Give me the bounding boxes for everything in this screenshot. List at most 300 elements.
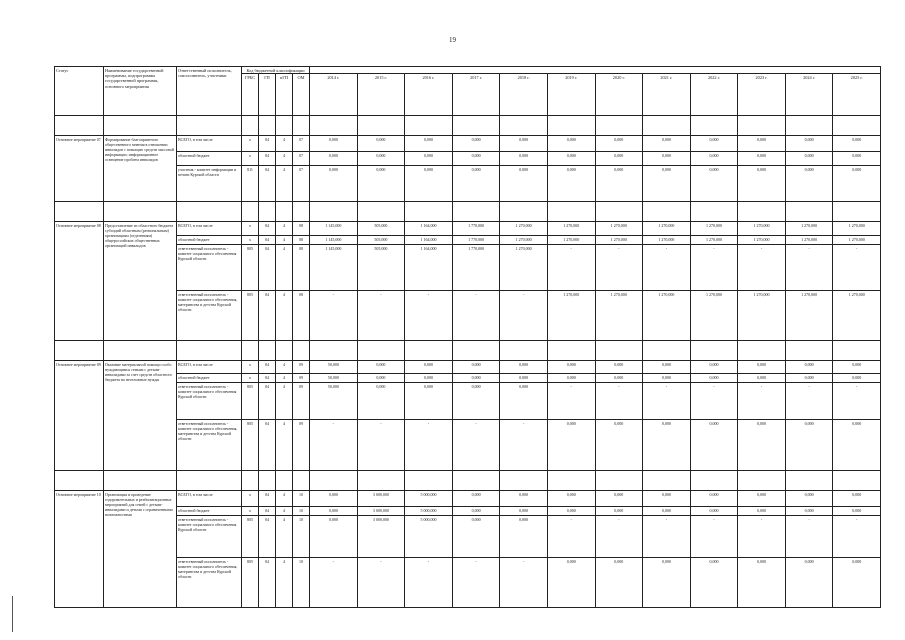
year-value: 0,000: [500, 383, 548, 420]
year-value: 0,000: [547, 136, 595, 152]
empty-cell: [242, 341, 259, 361]
year-value: -: [547, 245, 595, 291]
year-value: 1 270,000: [833, 222, 881, 236]
empty-cell: [55, 471, 104, 491]
year-value: 0,000: [547, 507, 595, 516]
empty-cell: [738, 202, 786, 222]
year-value: 1 270,000: [595, 222, 643, 236]
empty-cell: [357, 202, 405, 222]
table-row: [55, 361, 881, 374]
year-value: 0,000: [833, 136, 881, 152]
year-value: 0,000: [785, 374, 833, 383]
year-value: -: [357, 420, 405, 471]
year-value: -: [643, 245, 691, 291]
measure-name: Организация и проведение оздоровительных и реабилитационных мероприятий для семей с детьми-инвалидами и детьми с ограниченными возможностями: [104, 491, 177, 608]
measure-status: Основное мероприятие 08: [55, 222, 104, 341]
empty-cell: [643, 341, 691, 361]
code-gp: 04: [259, 558, 276, 608]
row-executor: областной бюджет: [177, 236, 242, 245]
year-value: 0,000: [357, 166, 405, 202]
code-grbs: х: [242, 361, 259, 374]
empty-cell: [785, 116, 833, 136]
row-executor: ВСЕГО, в том числе: [177, 361, 242, 374]
year-value: 0,000: [738, 491, 786, 507]
year-value: 0,000: [357, 383, 405, 420]
year-value: 1 270,000: [547, 236, 595, 245]
budget-table: [54, 66, 881, 608]
empty-cell: [293, 202, 310, 222]
spacer-row: [55, 341, 881, 361]
table-row: [55, 420, 881, 471]
code-grbs: 811: [242, 166, 259, 202]
year-value: 0,000: [310, 166, 358, 202]
row-executor: ВСЕГО, в том числе: [177, 136, 242, 152]
year-value: 1 270,000: [833, 236, 881, 245]
code-gp: 04: [259, 383, 276, 420]
year-value: -: [452, 558, 500, 608]
year-value: 0,000: [738, 152, 786, 166]
empty-cell: [310, 202, 358, 222]
code-pgp: 4: [276, 152, 293, 166]
code-pgp: 4: [276, 166, 293, 202]
year-value: 0,000: [500, 361, 548, 374]
code-gp: 04: [259, 374, 276, 383]
year-value: 0,000: [595, 507, 643, 516]
year-value: -: [785, 245, 833, 291]
empty-cell: [595, 341, 643, 361]
row-executor: областной бюджет: [177, 374, 242, 383]
code-om: 07: [293, 136, 310, 152]
year-value: 3 000,000: [357, 507, 405, 516]
table-row: [55, 491, 881, 507]
table-row: [55, 558, 881, 608]
row-executor: ответственный исполнитель - комитет социального обеспечения, материнства и детства Курской области: [177, 291, 242, 341]
year-value: 0,000: [405, 136, 453, 152]
year-value: 1 270,000: [690, 291, 738, 341]
spacer-row: [55, 202, 881, 222]
empty-cell: [104, 116, 177, 136]
year-value: 1 270,000: [547, 291, 595, 341]
year-value: 5 000,000: [405, 507, 453, 516]
header-om: ОМ: [293, 74, 310, 116]
empty-cell: [547, 202, 595, 222]
year-value: -: [357, 558, 405, 608]
empty-cell: [276, 341, 293, 361]
header-year: 2025 г.: [833, 74, 881, 116]
year-value: -: [547, 383, 595, 420]
empty-cell: [595, 202, 643, 222]
year-value: 0,000: [690, 558, 738, 608]
year-value: 0,000: [595, 420, 643, 471]
year-value: 0,000: [643, 491, 691, 507]
header-budget-code: Код бюджетной классификации: [242, 67, 310, 74]
year-value: 1 270,000: [643, 291, 691, 341]
code-pgp: 4: [276, 136, 293, 152]
code-gp: 04: [259, 516, 276, 558]
code-gp: 04: [259, 507, 276, 516]
spacer-row: [55, 116, 881, 136]
year-value: 0,000: [833, 507, 881, 516]
year-value: 0,000: [595, 361, 643, 374]
year-value: 0,000: [310, 136, 358, 152]
year-value: -: [738, 383, 786, 420]
year-value: 505,000: [357, 236, 405, 245]
year-value: -: [833, 245, 881, 291]
year-value: 0,000: [785, 558, 833, 608]
year-value: 0,000: [833, 152, 881, 166]
year-value: 3 000,000: [357, 491, 405, 507]
year-value: 0,000: [690, 152, 738, 166]
code-grbs: 805: [242, 516, 259, 558]
year-value: -: [690, 516, 738, 558]
year-value: 0,000: [595, 166, 643, 202]
year-value: -: [310, 558, 358, 608]
table-row: [55, 516, 881, 558]
code-om: 08: [293, 222, 310, 236]
empty-cell: [833, 202, 881, 222]
header-year: 2020 г.: [595, 74, 643, 116]
year-value: 1 770,000: [452, 222, 500, 236]
code-gp: 04: [259, 491, 276, 507]
year-value: 0,000: [643, 558, 691, 608]
year-value: 0,000: [595, 374, 643, 383]
year-value: 0,000: [500, 491, 548, 507]
empty-cell: [500, 341, 548, 361]
code-om: 10: [293, 558, 310, 608]
empty-cell: [690, 116, 738, 136]
year-value: 1 270,000: [500, 245, 548, 291]
year-value: 0,000: [785, 420, 833, 471]
code-om: 10: [293, 516, 310, 558]
year-value: -: [452, 291, 500, 341]
year-value: 0,000: [405, 383, 453, 420]
empty-cell: [690, 341, 738, 361]
year-value: -: [690, 245, 738, 291]
year-value: 0,000: [310, 516, 358, 558]
table-row: [55, 383, 881, 420]
code-pgp: 4: [276, 291, 293, 341]
code-om: 07: [293, 166, 310, 202]
year-value: 0,000: [833, 420, 881, 471]
code-grbs: 805: [242, 291, 259, 341]
year-value: 0,000: [452, 152, 500, 166]
year-value: -: [595, 516, 643, 558]
year-value: 0,000: [643, 166, 691, 202]
empty-cell: [500, 471, 548, 491]
year-value: 0,000: [595, 491, 643, 507]
empty-cell: [500, 202, 548, 222]
year-value: 1 270,000: [595, 291, 643, 341]
year-value: 0,000: [690, 374, 738, 383]
empty-cell: [595, 471, 643, 491]
code-gp: 04: [259, 420, 276, 471]
year-value: 0,000: [643, 136, 691, 152]
year-value: 0,000: [357, 136, 405, 152]
year-value: -: [690, 383, 738, 420]
code-om: 09: [293, 361, 310, 374]
year-value: 50,000: [310, 374, 358, 383]
year-value: 1 270,000: [595, 236, 643, 245]
empty-cell: [293, 471, 310, 491]
year-value: -: [405, 558, 453, 608]
table-row: [55, 291, 881, 341]
code-pgp: 4: [276, 383, 293, 420]
measure-status: Основное мероприятие 10: [55, 491, 104, 608]
empty-cell: [104, 341, 177, 361]
empty-cell: [242, 116, 259, 136]
year-value: 0,000: [643, 420, 691, 471]
empty-cell: [259, 116, 276, 136]
year-value: 0,000: [310, 491, 358, 507]
header-pgp: пГП: [276, 74, 293, 116]
code-om: 08: [293, 245, 310, 291]
year-value: -: [833, 516, 881, 558]
year-value: 1 270,000: [547, 222, 595, 236]
empty-cell: [310, 341, 358, 361]
header-executor: Ответственный исполнитель, соисполнитель, участники: [177, 67, 242, 116]
year-value: -: [785, 383, 833, 420]
year-value: -: [595, 245, 643, 291]
row-executor: областной бюджет: [177, 152, 242, 166]
year-value: -: [310, 420, 358, 471]
year-value: 1 164,000: [405, 222, 453, 236]
table-row: [55, 136, 881, 152]
year-value: 0,000: [690, 166, 738, 202]
empty-cell: [276, 202, 293, 222]
year-value: 0,000: [785, 361, 833, 374]
code-grbs: х: [242, 136, 259, 152]
year-value: -: [405, 291, 453, 341]
year-value: 0,000: [833, 374, 881, 383]
year-value: 0,000: [833, 491, 881, 507]
code-om: 08: [293, 236, 310, 245]
code-pgp: 4: [276, 420, 293, 471]
year-value: 0,000: [833, 166, 881, 202]
year-value: 1 270,000: [785, 222, 833, 236]
header-year: 2018 г.: [500, 74, 548, 116]
year-value: 1 270,000: [738, 236, 786, 245]
year-value: 505,000: [357, 222, 405, 236]
year-value: 0,000: [547, 152, 595, 166]
year-value: 50,000: [310, 383, 358, 420]
year-value: 0,000: [833, 558, 881, 608]
empty-cell: [259, 471, 276, 491]
year-value: -: [547, 516, 595, 558]
code-grbs: 805: [242, 420, 259, 471]
row-executor: участник - комитет информации и печати Курской области: [177, 166, 242, 202]
year-value: 0,000: [643, 374, 691, 383]
year-value: 0,000: [547, 558, 595, 608]
code-gp: 04: [259, 152, 276, 166]
year-value: 1 270,000: [738, 222, 786, 236]
year-value: 1 270,000: [643, 222, 691, 236]
table-row: [55, 152, 881, 166]
year-value: 0,000: [547, 166, 595, 202]
empty-cell: [177, 202, 242, 222]
empty-cell: [833, 341, 881, 361]
empty-cell: [259, 202, 276, 222]
year-value: -: [452, 420, 500, 471]
year-value: 1 270,000: [738, 291, 786, 341]
header-year: 2016 г.: [405, 74, 453, 116]
measure-name: Формирование благоприятного общественного мнения в отношении инвалидов с помощью средств массовой информации; информационное освещение проблем инвалидов: [104, 136, 177, 202]
year-value: -: [595, 383, 643, 420]
code-grbs: 805: [242, 558, 259, 608]
code-om: 09: [293, 374, 310, 383]
year-value: 0,000: [547, 374, 595, 383]
empty-cell: [643, 202, 691, 222]
code-om: 10: [293, 491, 310, 507]
code-gp: 04: [259, 236, 276, 245]
table-row: [55, 245, 881, 291]
empty-cell: [405, 116, 453, 136]
header-year: 2017 г.: [452, 74, 500, 116]
year-value: 0,000: [738, 166, 786, 202]
year-value: 1 270,000: [500, 236, 548, 245]
year-value: 0,000: [452, 516, 500, 558]
measure-name: Оказание материальной помощи особо нуждающимся семьям с детьми-инвалидами за счет средств областного бюджета на неотложные нужды: [104, 361, 177, 471]
year-value: 0,000: [500, 166, 548, 202]
code-gp: 04: [259, 136, 276, 152]
year-value: 1 145,000: [310, 222, 358, 236]
empty-cell: [738, 471, 786, 491]
empty-cell: [785, 341, 833, 361]
header-year: 2024 г.: [785, 74, 833, 116]
empty-cell: [595, 116, 643, 136]
empty-cell: [785, 202, 833, 222]
empty-cell: [55, 116, 104, 136]
row-executor: ВСЕГО, в том числе: [177, 222, 242, 236]
year-value: 50,000: [310, 361, 358, 374]
empty-cell: [55, 202, 104, 222]
year-value: 0,000: [785, 152, 833, 166]
empty-cell: [690, 202, 738, 222]
year-value: 1 270,000: [690, 236, 738, 245]
header-year: 2021 г.: [643, 74, 691, 116]
code-gp: 04: [259, 166, 276, 202]
header-year: 2023 г.: [738, 74, 786, 116]
year-value: -: [500, 420, 548, 471]
empty-cell: [405, 471, 453, 491]
year-value: 0,000: [738, 558, 786, 608]
empty-cell: [293, 341, 310, 361]
empty-cell: [276, 116, 293, 136]
empty-cell: [738, 116, 786, 136]
empty-cell: [738, 341, 786, 361]
empty-cell: [310, 471, 358, 491]
year-value: 0,000: [643, 361, 691, 374]
year-value: 0,000: [500, 374, 548, 383]
empty-cell: [177, 341, 242, 361]
empty-cell: [259, 341, 276, 361]
code-pgp: 4: [276, 516, 293, 558]
year-value: 0,000: [690, 507, 738, 516]
year-value: 0,000: [738, 507, 786, 516]
year-value: 0,000: [785, 507, 833, 516]
year-value: 1 270,000: [785, 291, 833, 341]
year-value: 0,000: [690, 361, 738, 374]
header-name: Наименование государственной программы, подпрограммы государственной программы, основного мероприятия: [104, 67, 177, 116]
header-grbs: ГРБС: [242, 74, 259, 116]
empty-cell: [104, 471, 177, 491]
year-value: 0,000: [595, 152, 643, 166]
code-grbs: х: [242, 152, 259, 166]
year-value: -: [500, 558, 548, 608]
code-gp: 04: [259, 291, 276, 341]
row-executor: ответственный исполнитель - комитет социального обеспечения Курской области: [177, 383, 242, 420]
year-value: 0,000: [690, 491, 738, 507]
year-value: 0,000: [405, 374, 453, 383]
empty-cell: [242, 471, 259, 491]
year-value: 1 270,000: [833, 291, 881, 341]
year-value: -: [785, 516, 833, 558]
empty-cell: [104, 202, 177, 222]
empty-cell: [452, 341, 500, 361]
empty-cell: [547, 341, 595, 361]
spacer-row: [55, 471, 881, 491]
margin-line: [12, 596, 13, 632]
year-value: 0,000: [405, 361, 453, 374]
code-pgp: 4: [276, 491, 293, 507]
year-value: 0,000: [310, 507, 358, 516]
year-value: 0,000: [405, 152, 453, 166]
row-executor: ВСЕГО, в том числе: [177, 491, 242, 507]
row-executor: областной бюджет: [177, 507, 242, 516]
year-value: 0,000: [547, 491, 595, 507]
header-year: 2014 г.: [310, 74, 358, 116]
empty-cell: [833, 116, 881, 136]
year-value: 0,000: [452, 166, 500, 202]
year-value: -: [500, 291, 548, 341]
year-value: 1 145,000: [310, 245, 358, 291]
year-value: 0,000: [500, 507, 548, 516]
empty-cell: [357, 116, 405, 136]
year-value: 1 270,000: [690, 222, 738, 236]
year-value: 0,000: [643, 152, 691, 166]
year-value: -: [643, 516, 691, 558]
code-pgp: 4: [276, 507, 293, 516]
empty-cell: [500, 116, 548, 136]
header-gp: ГП: [259, 74, 276, 116]
year-value: 0,000: [785, 491, 833, 507]
year-value: 0,000: [690, 136, 738, 152]
year-value: 0,000: [595, 558, 643, 608]
year-value: 0,000: [738, 374, 786, 383]
empty-cell: [293, 116, 310, 136]
year-value: 1 270,000: [785, 236, 833, 245]
table-row: [55, 374, 881, 383]
header-status: Статус: [55, 67, 104, 116]
year-value: 0,000: [833, 361, 881, 374]
page-number: 19: [449, 36, 456, 44]
row-executor: ответственный исполнитель - комитет социального обеспечения, материнства и детства Курской области: [177, 558, 242, 608]
year-value: 505,000: [357, 245, 405, 291]
empty-cell: [357, 471, 405, 491]
code-grbs: х: [242, 491, 259, 507]
year-value: 0,000: [452, 491, 500, 507]
code-grbs: 805: [242, 245, 259, 291]
year-value: 0,000: [547, 420, 595, 471]
code-gp: 04: [259, 361, 276, 374]
year-value: 1 270,000: [500, 222, 548, 236]
year-value: 0,000: [357, 152, 405, 166]
year-value: 0,000: [500, 516, 548, 558]
empty-cell: [833, 471, 881, 491]
code-om: 09: [293, 420, 310, 471]
year-value: 0,000: [643, 507, 691, 516]
year-value: 0,000: [785, 136, 833, 152]
empty-cell: [452, 202, 500, 222]
